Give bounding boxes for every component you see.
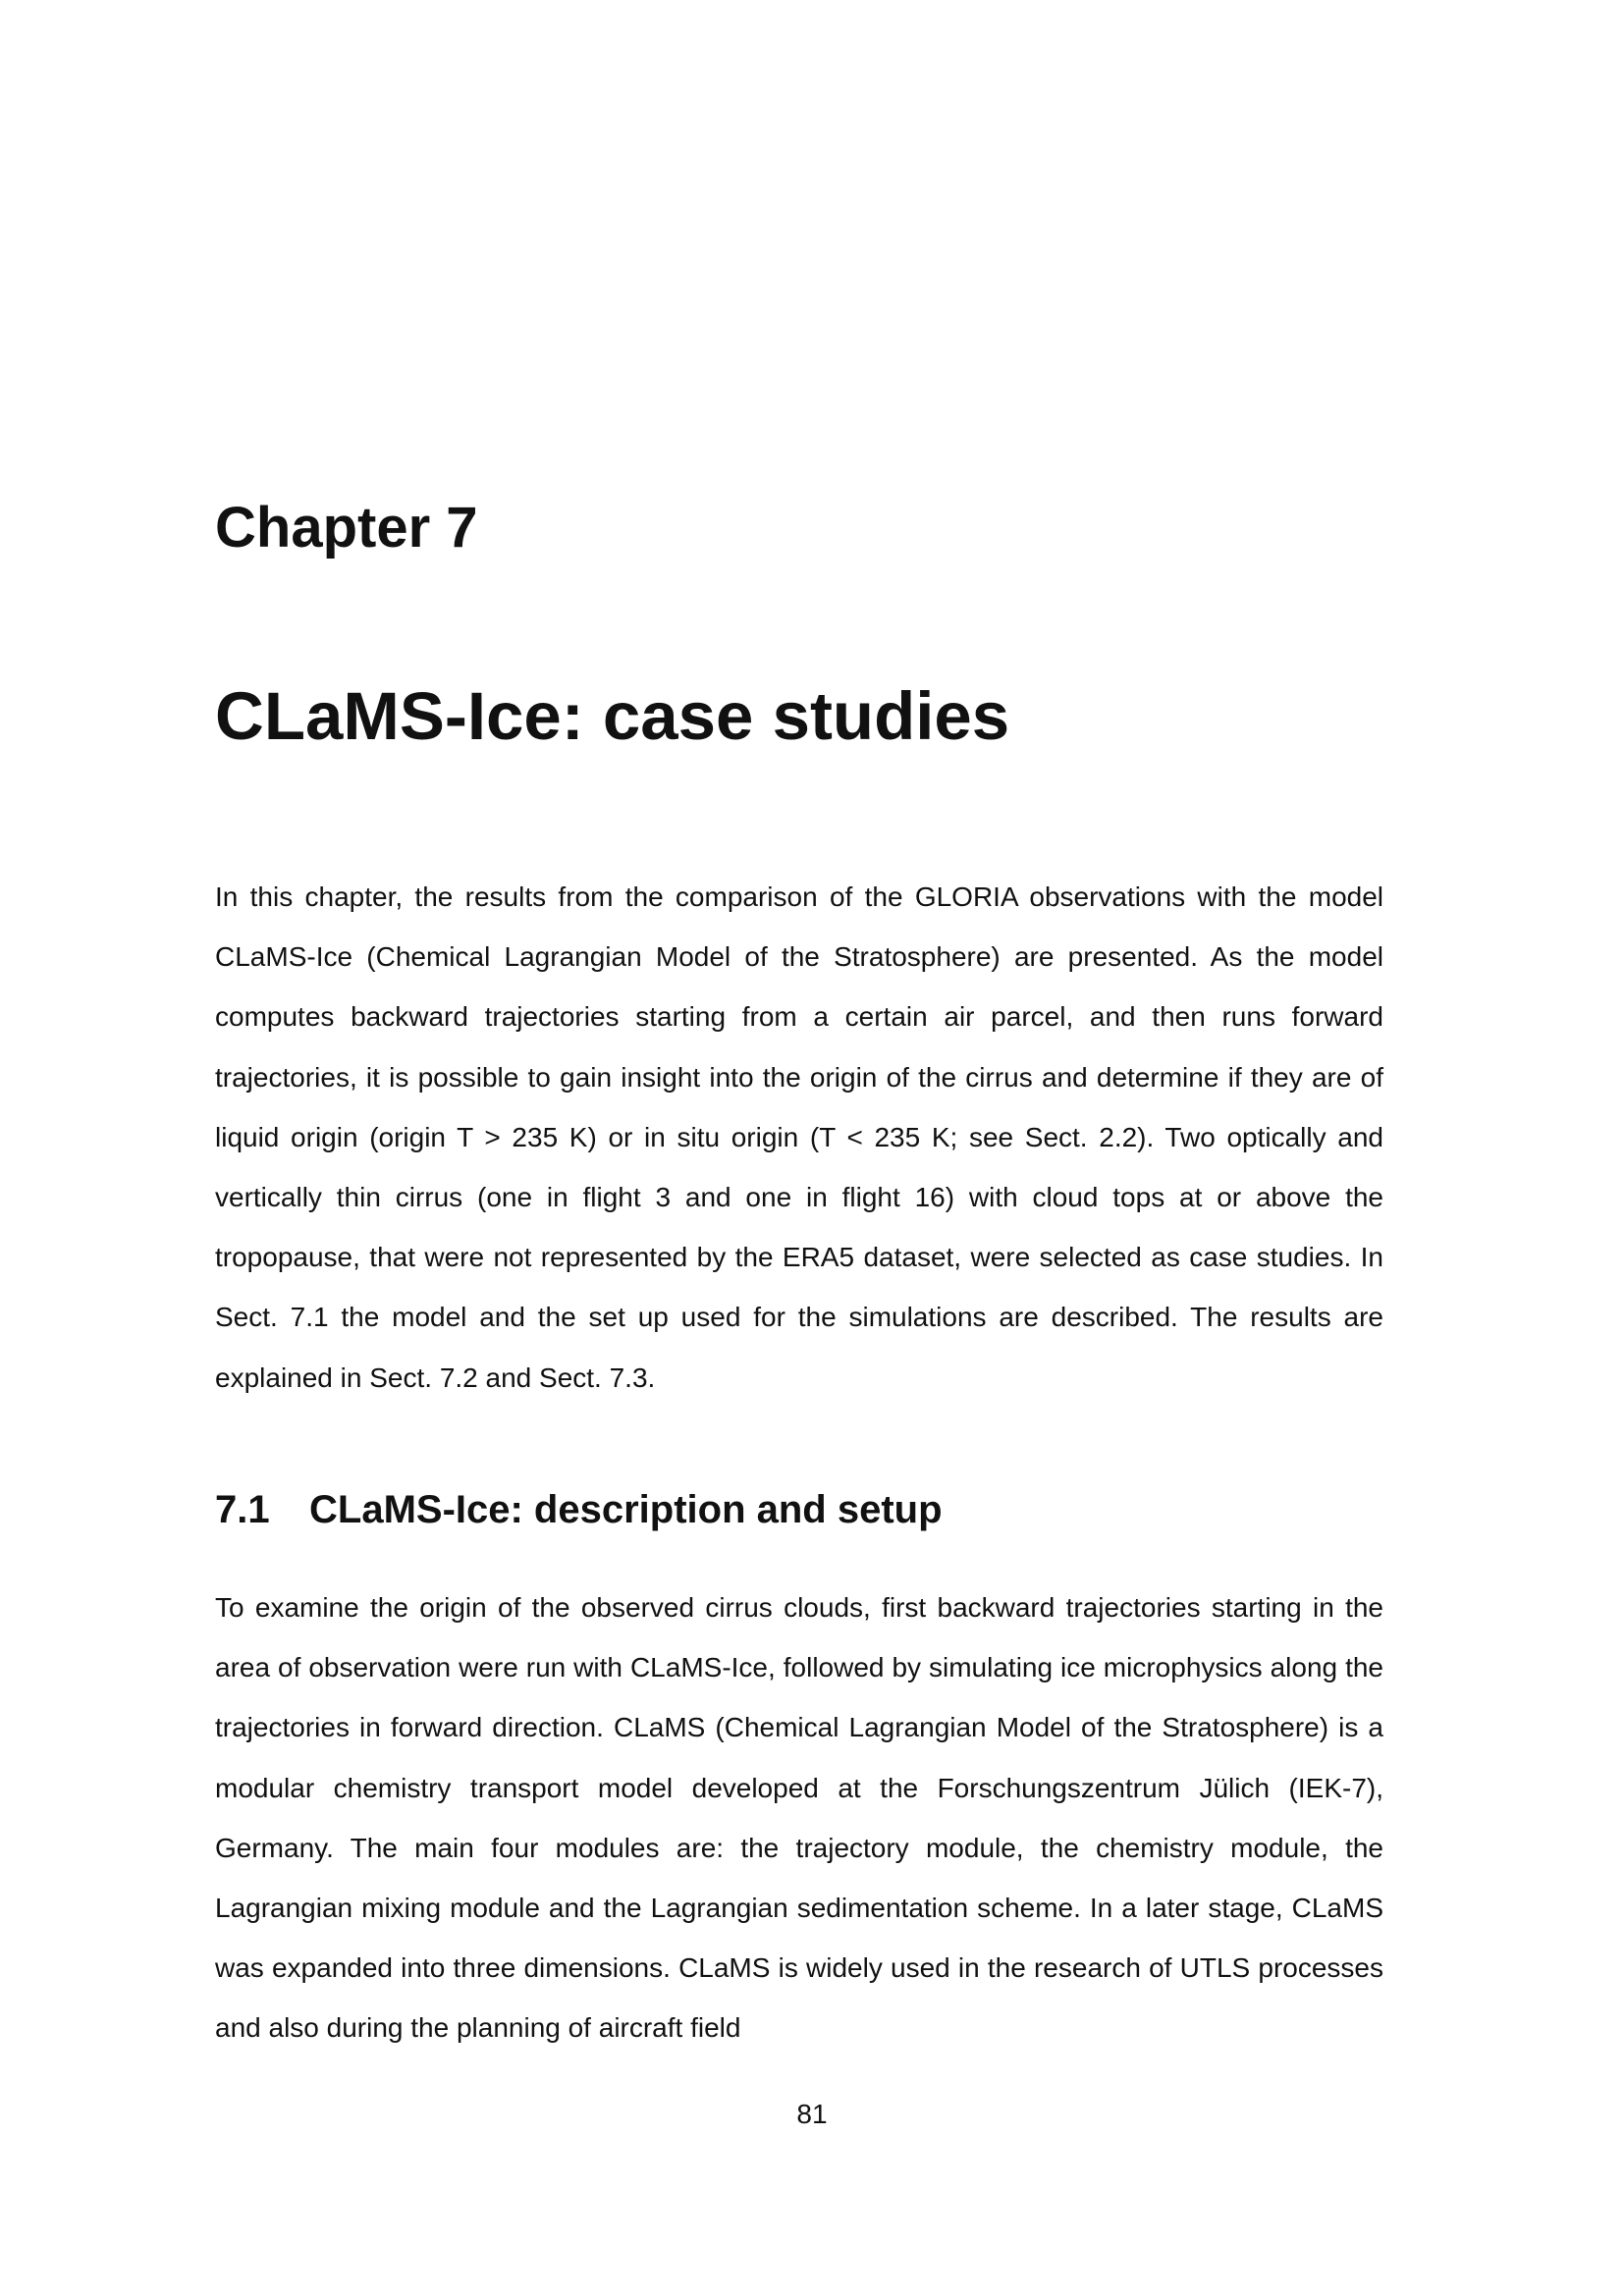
section-number: 7.1 [215, 1488, 270, 1531]
section-heading [215, 1484, 943, 1535]
section-paragraph: To examine the origin of the observed cirrus clouds, first backward trajectories starting in the area of observation were run with CLaMS-Ice, followed by simulating ice microphysics along the trajectories in forward direction. CLaMS (Chemical Lagrangian Model of the Stratosphere) is a modular chemistry transport model developed at the Forschungszentrum Jülich (IEK-7), Germany. The main four modules are: the trajectory module, the chemistry module, the Lagrangian mixing module and the Lagrangian sedimentation scheme. In a later stage, CLaMS was expanded into three dimensions. CLaMS is widely used in the research of UTLS processes and also during the planning of aircraft field [215, 1592, 1383, 2044]
page-number: 81 [796, 2099, 828, 2129]
chapter-title: CLaMS-Ice: case studies [215, 678, 1010, 754]
chapter-label: Chapter 7 [215, 496, 478, 560]
section-title: CLaMS-Ice: description and setup [309, 1488, 943, 1531]
intro-paragraph: In this chapter, the results from the comparison of the GLORIA observations with the model CLaMS-Ice (Chemical Lagrangian Model of the Stratosphere) are presented. As the model computes backward trajectories starting from a certain air parcel, and then runs forward trajectories, it is possible to gain insight into the origin of the cirrus and determine if they are of liquid origin (origin T > 235 K) or in situ origin (T < 235 K; see Sect. 2.2). Two optically and vertically thin cirrus (one in flight 3 and one in flight 16) with cloud tops at or above the tropopause, that were not represented by the ERA5 dataset, were selected as case studies. In Sect. 7.1 the model and the set up used for the simulations are described. The results are explained in Sect. 7.2 and Sect. 7.3. [215, 881, 1383, 1393]
